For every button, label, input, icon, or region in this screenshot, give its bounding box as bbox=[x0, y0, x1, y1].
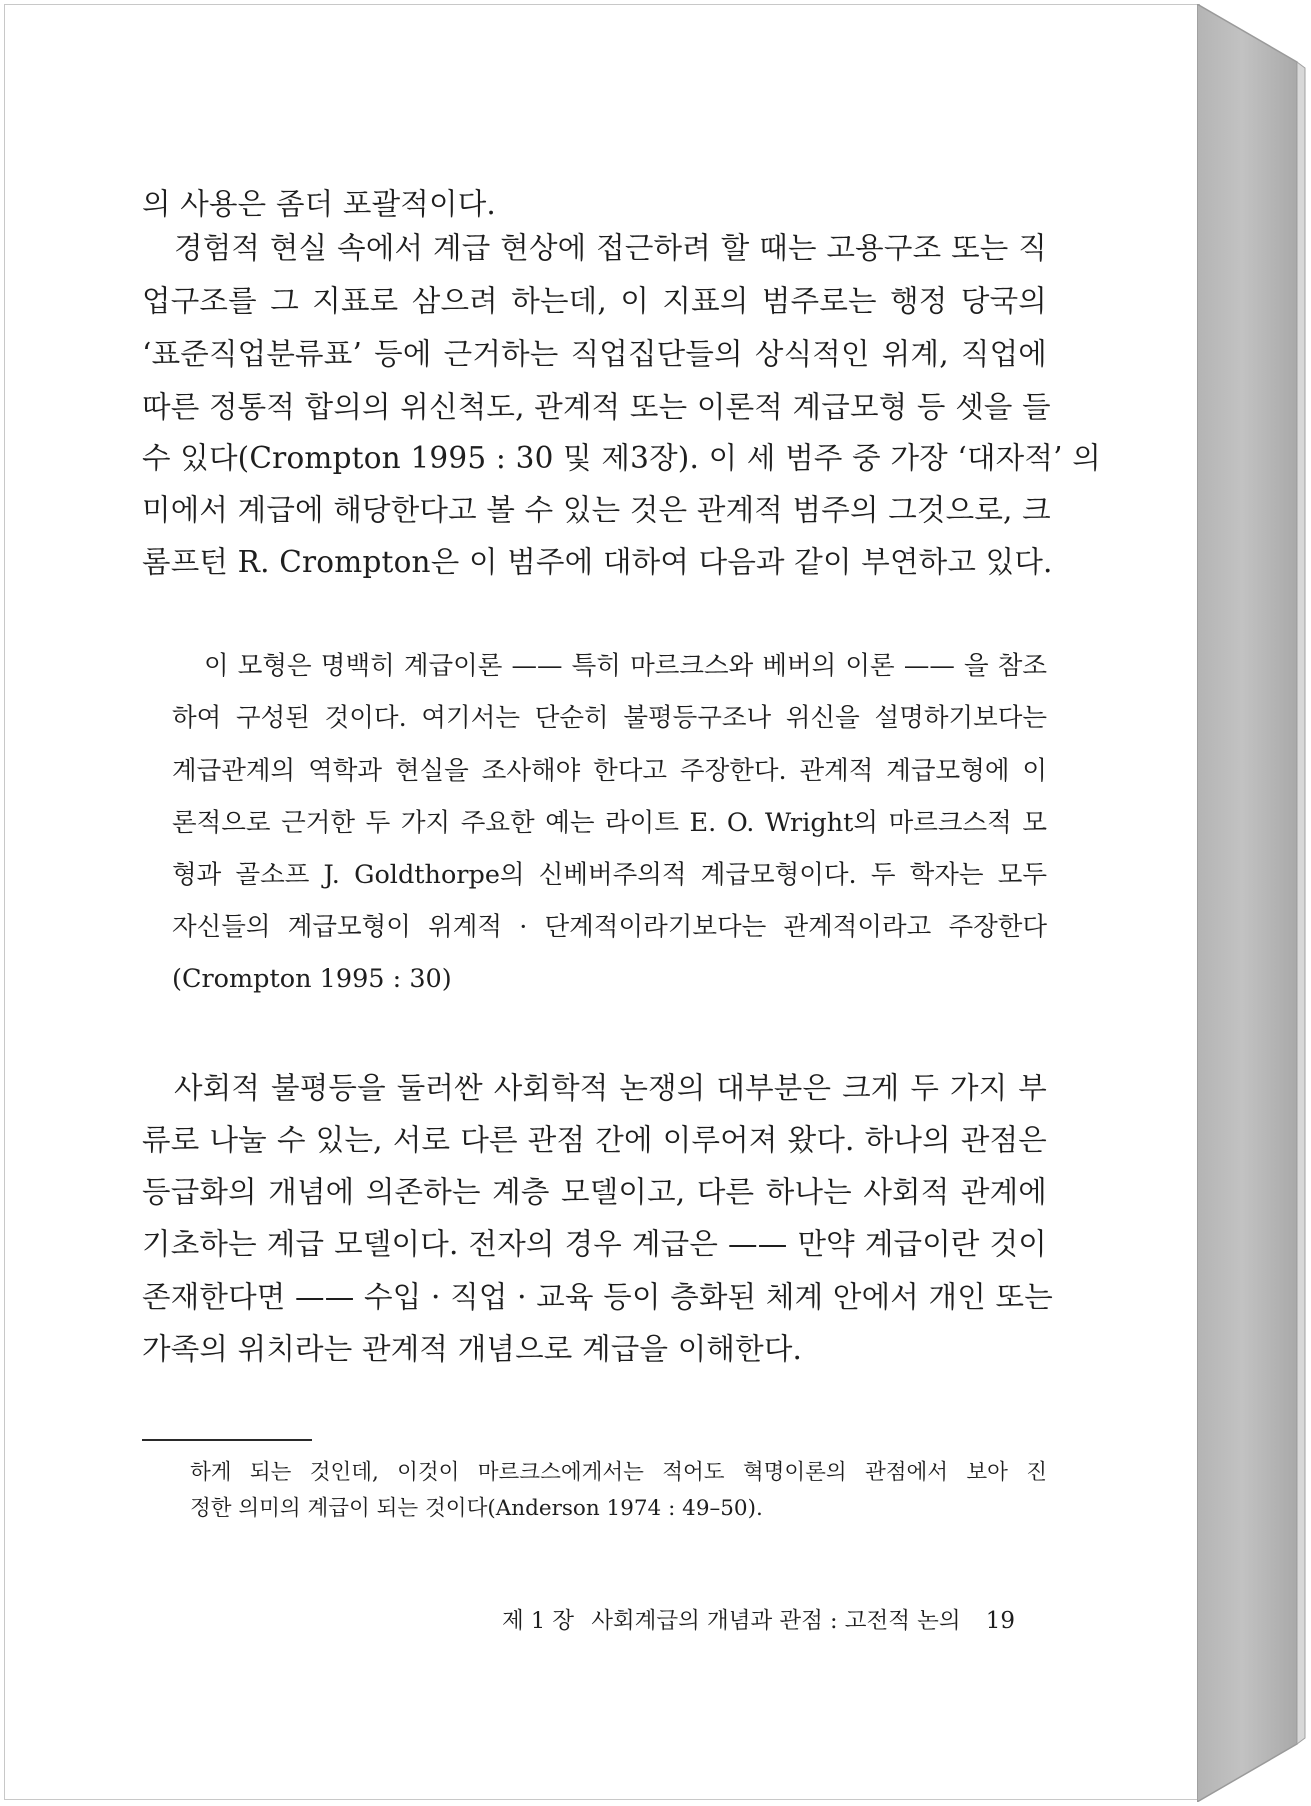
text-line: 따른 정통적 합의의 위신척도, 관계적 또는 이론적 계급모형 등 셋을 들 bbox=[142, 390, 1051, 424]
text-line: 존재한다면 —— 수입 · 직업 · 교육 등이 층화된 체계 안에서 개인 또는 bbox=[142, 1280, 1053, 1314]
quote-line: 론적으로 근거한 두 가지 주요한 예는 라이트 E. O. Wright의 마르크스적 모 bbox=[172, 808, 1047, 838]
quote-line: (Crompton 1995 : 30) bbox=[172, 964, 452, 994]
text-line: 업구조를 그 지표로 삼으려 하는데, 이 지표의 범주로는 행정 당국의 bbox=[142, 284, 1047, 318]
text-line: 기초하는 계급 모델이다. 전자의 경우 계급은 —— 만약 계급이란 것이 bbox=[142, 1227, 1047, 1261]
text-line: 미에서 계급에 해당한다고 볼 수 있는 것은 관계적 범주의 그것으로, 크 bbox=[142, 493, 1051, 527]
text-line: 류로 나눌 수 있는, 서로 다른 관점 간에 이루어져 왔다. 하나의 관점은 bbox=[142, 1123, 1047, 1157]
text-line: 사회적 불평등을 둘러싼 사회학적 논쟁의 대부분은 크게 두 가지 부 bbox=[174, 1071, 1047, 1105]
text-line: 등급화의 개념에 의존하는 계층 모델이고, 다른 하나는 사회적 관계에 bbox=[142, 1175, 1047, 1209]
quote-line: 자신들의 계급모형이 위계적 · 단계적이라기보다는 관계적이라고 주장한다 bbox=[172, 912, 1047, 942]
running-footer bbox=[480, 1604, 1015, 1638]
text-line: 가족의 위치라는 관계적 개념으로 계급을 이해한다. bbox=[142, 1332, 803, 1366]
quote-line: 하여 구성된 것이다. 여기서는 단순히 불평등구조나 위신을 설명하기보다는 bbox=[172, 703, 1047, 733]
quote-line: 계급관계의 역학과 현실을 조사해야 한다고 주장한다. 관계적 계급모형에 이 bbox=[172, 756, 1047, 786]
quote-line: 형과 골소프 J. Goldthorpe의 신베버주의적 계급모형이다. 두 학자는 모두 bbox=[172, 860, 1047, 890]
text-line: 롬프턴 R. Crompton은 이 범주에 대하여 다음과 같이 부연하고 있다. bbox=[142, 545, 1053, 579]
footnote-rule bbox=[142, 1439, 312, 1441]
quote-line: 이 모형은 명백히 계급이론 —— 특히 마르크스와 베버의 이론 —— 을 참조 bbox=[204, 651, 1047, 681]
chapter-label: 제 1 장 bbox=[501, 1608, 575, 1634]
page-number: 19 bbox=[985, 1608, 1015, 1634]
book-page-edges bbox=[1197, 4, 1307, 1802]
footnote-line: 하게 되는 것인데, 이것이 마르크스에게서는 적어도 혁명이론의 관점에서 보아 진 bbox=[190, 1460, 1047, 1485]
text-line: 의 사용은 좀더 포괄적이다. bbox=[142, 187, 496, 221]
book-page bbox=[4, 4, 1200, 1800]
chapter-title: 사회계급의 개념과 관점 : 고전적 논의 bbox=[591, 1608, 961, 1634]
footnote-line: 정한 의미의 계급이 되는 것이다(Anderson 1974 : 49–50). bbox=[190, 1496, 763, 1521]
text-line: ‘표준직업분류표’ 등에 근거하는 직업집단들의 상식적인 위계, 직업에 bbox=[142, 337, 1047, 371]
text-line: 경험적 현실 속에서 계급 현상에 접근하려 할 때는 고용구조 또는 직 bbox=[174, 231, 1047, 265]
text-line: 수 있다(Crompton 1995 : 30 및 제3장). 이 세 범주 중 가장 ‘대자적’ 의 bbox=[142, 441, 1101, 475]
